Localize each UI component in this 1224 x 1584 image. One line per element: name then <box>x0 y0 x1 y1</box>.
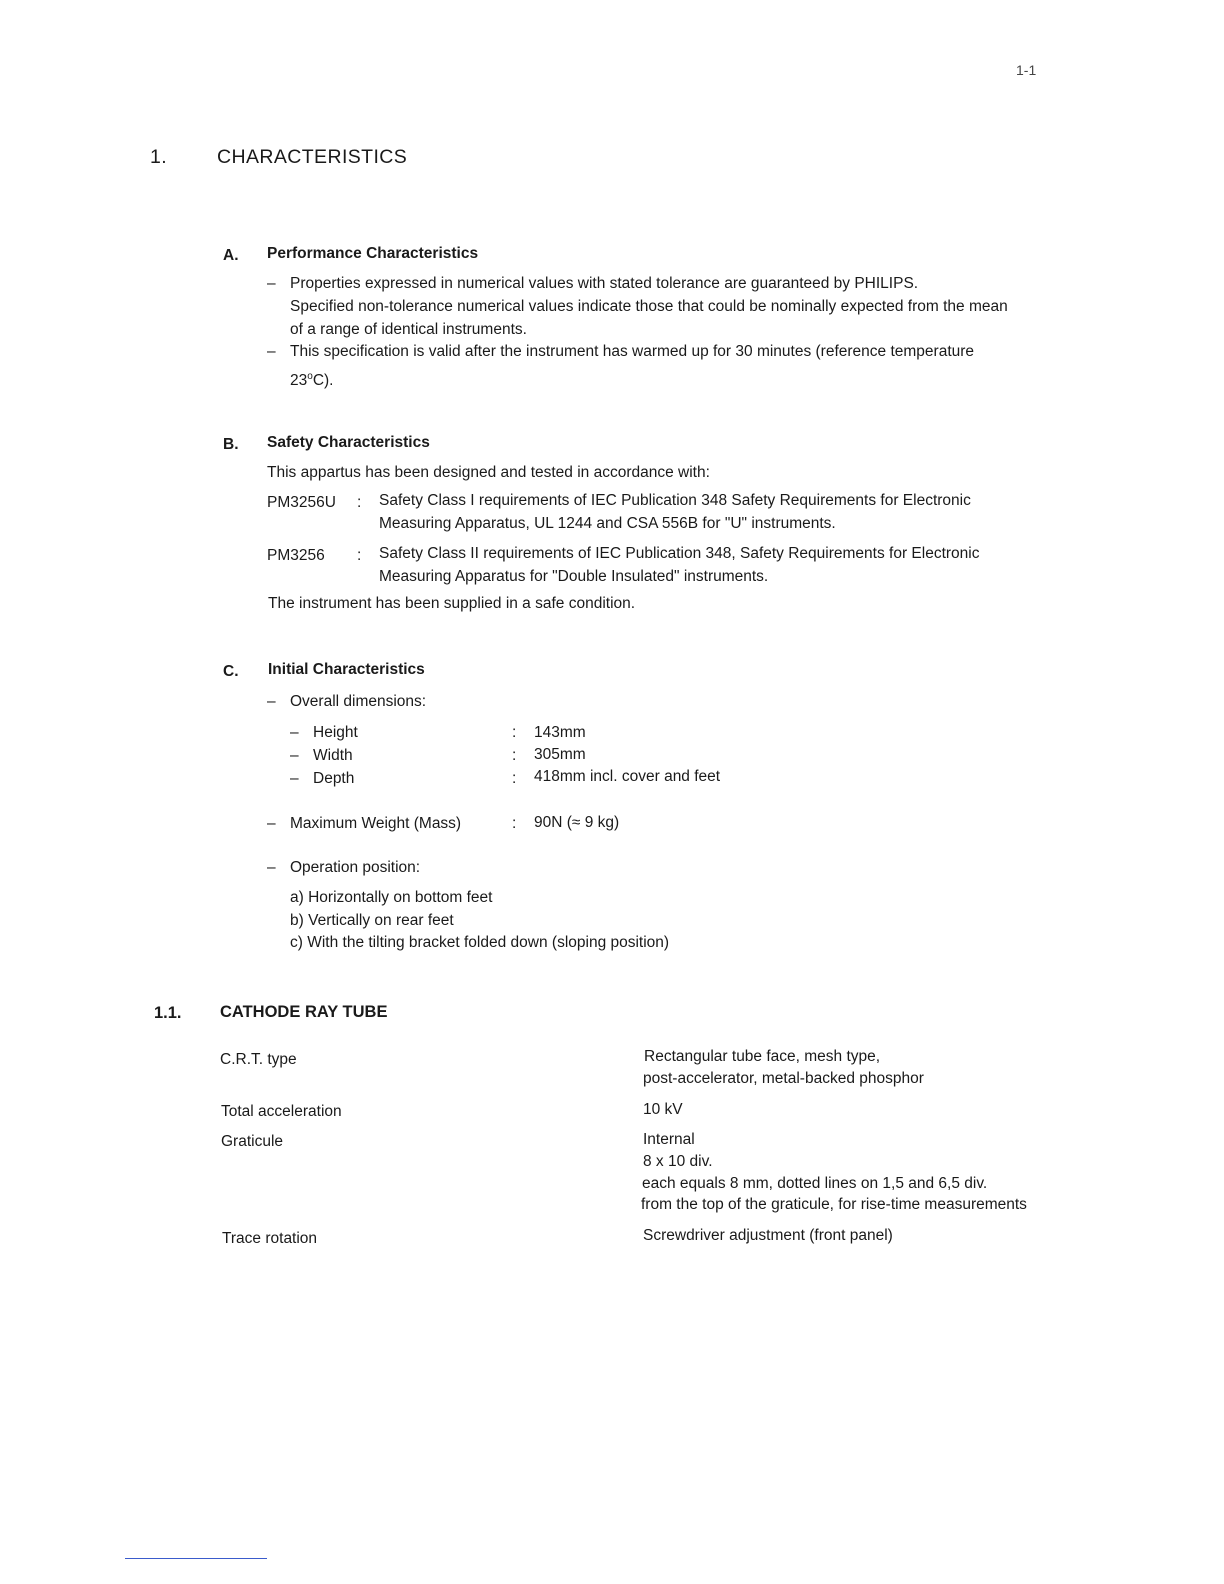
crt-type-label: C.R.T. type <box>220 1051 297 1068</box>
degree-sign: o <box>307 371 313 382</box>
section-11-number: 1.1. <box>154 1004 182 1022</box>
trace-rotation-value: Screwdriver adjustment (front panel) <box>643 1227 893 1244</box>
section-a-item1-line2: Specified non-tolerance numerical values indicate those that could be nominally expected from the mean <box>290 298 1008 315</box>
section-b-letter: B. <box>223 436 239 453</box>
dash: – <box>290 724 299 741</box>
temperature-unit: C). <box>312 372 334 389</box>
chapter-number: 1. <box>150 146 168 168</box>
temperature-value: 23 <box>290 372 308 389</box>
weight-text: Maximum Weight (Mass) <box>290 815 462 832</box>
item2-line1: This specification is valid after the instrument has warmed up for 30 minutes (reference temperature <box>290 343 975 360</box>
crt-type-value1: Rectangular tube face, mesh type, <box>644 1048 881 1065</box>
section-b-closing: The instrument has been supplied in a safe condition. <box>268 595 636 612</box>
total-acceleration-label: Total acceleration <box>221 1103 342 1120</box>
dash: – <box>267 859 276 876</box>
pm3256-line2: Measuring Apparatus for "Double Insulated" instruments. <box>379 568 769 585</box>
height-value: 143mm <box>534 724 586 741</box>
page-number: 1-1 <box>1016 62 1037 78</box>
dash: – <box>290 747 299 764</box>
dash: – <box>267 815 276 832</box>
pm3256-model: PM3256 <box>267 547 325 564</box>
position-c: c) With the tilting bracket folded down (sloping position) <box>290 934 670 951</box>
footer-rule <box>125 1558 267 1559</box>
graticule-value2: 8 x 10 div. <box>643 1153 713 1170</box>
section-a-item2 <box>267 340 974 363</box>
section-b-intro: This appartus has been designed and tested in accordance with: <box>267 464 710 481</box>
pm3256u-model: PM3256U <box>267 494 336 511</box>
graticule-value3: each equals 8 mm, dotted lines on 1,5 and 6,5 div. <box>642 1175 988 1192</box>
position-b: b) Vertically on rear feet <box>290 912 454 929</box>
pm3256-colon: : <box>357 547 362 564</box>
dims-label: Overall dimensions: <box>290 693 427 710</box>
depth-label <box>290 767 354 790</box>
dash: – <box>267 275 276 292</box>
dash: – <box>290 770 299 787</box>
section-c-letter: C. <box>223 663 239 680</box>
section-a-item1-line3: of a range of identical instruments. <box>290 321 527 338</box>
height-label <box>290 721 358 744</box>
pm3256u-colon: : <box>357 494 362 511</box>
section-a-title: Performance Characteristics <box>267 245 479 262</box>
depth-text: Depth <box>313 770 355 787</box>
width-colon: : <box>512 747 517 764</box>
section-a-item1 <box>267 272 918 295</box>
pm3256u-line2: Measuring Apparatus, UL 1244 and CSA 556B for "U" instruments. <box>379 515 836 532</box>
graticule-value4: from the top of the graticule, for rise-time measurements <box>641 1196 1027 1213</box>
trace-rotation-label: Trace rotation <box>222 1230 318 1247</box>
chapter-title: CHARACTERISTICS <box>217 146 408 168</box>
width-label <box>290 744 353 767</box>
width-text: Width <box>313 747 353 764</box>
overall-dimensions <box>267 690 426 713</box>
dash: – <box>267 693 276 710</box>
item1-line1: Properties expressed in numerical values with stated tolerance are guaranteed by PHILIPS. <box>290 275 919 292</box>
weight-colon: : <box>512 815 517 832</box>
width-value: 305mm <box>534 746 586 763</box>
depth-colon: : <box>512 770 517 787</box>
pm3256-line1: Safety Class II requirements of IEC Publication 348, Safety Requirements for Electronic <box>379 545 980 562</box>
position-a: a) Horizontally on bottom feet <box>290 889 493 906</box>
section-a-letter: A. <box>223 247 239 264</box>
height-text: Height <box>313 724 358 741</box>
section-b-title: Safety Characteristics <box>267 434 430 451</box>
total-acceleration-value: 10 kV <box>643 1101 683 1118</box>
dash: – <box>267 343 276 360</box>
weight-label <box>267 812 461 835</box>
pm3256u-line1: Safety Class I requirements of IEC Publication 348 Safety Requirements for Electronic <box>379 492 971 509</box>
graticule-label: Graticule <box>221 1133 284 1150</box>
operation-position <box>267 856 420 879</box>
crt-type-value2: post-accelerator, metal-backed phosphor <box>643 1070 924 1087</box>
height-colon: : <box>512 724 517 741</box>
section-a-item2-line2 <box>290 365 333 392</box>
position-text: Operation position: <box>290 859 421 876</box>
graticule-value1: Internal <box>643 1131 695 1148</box>
section-11-title: CATHODE RAY TUBE <box>220 1003 388 1021</box>
depth-value: 418mm incl. cover and feet <box>534 768 721 785</box>
section-c-title: Initial Characteristics <box>268 661 425 678</box>
weight-value: 90N (≈ 9 kg) <box>534 814 620 831</box>
